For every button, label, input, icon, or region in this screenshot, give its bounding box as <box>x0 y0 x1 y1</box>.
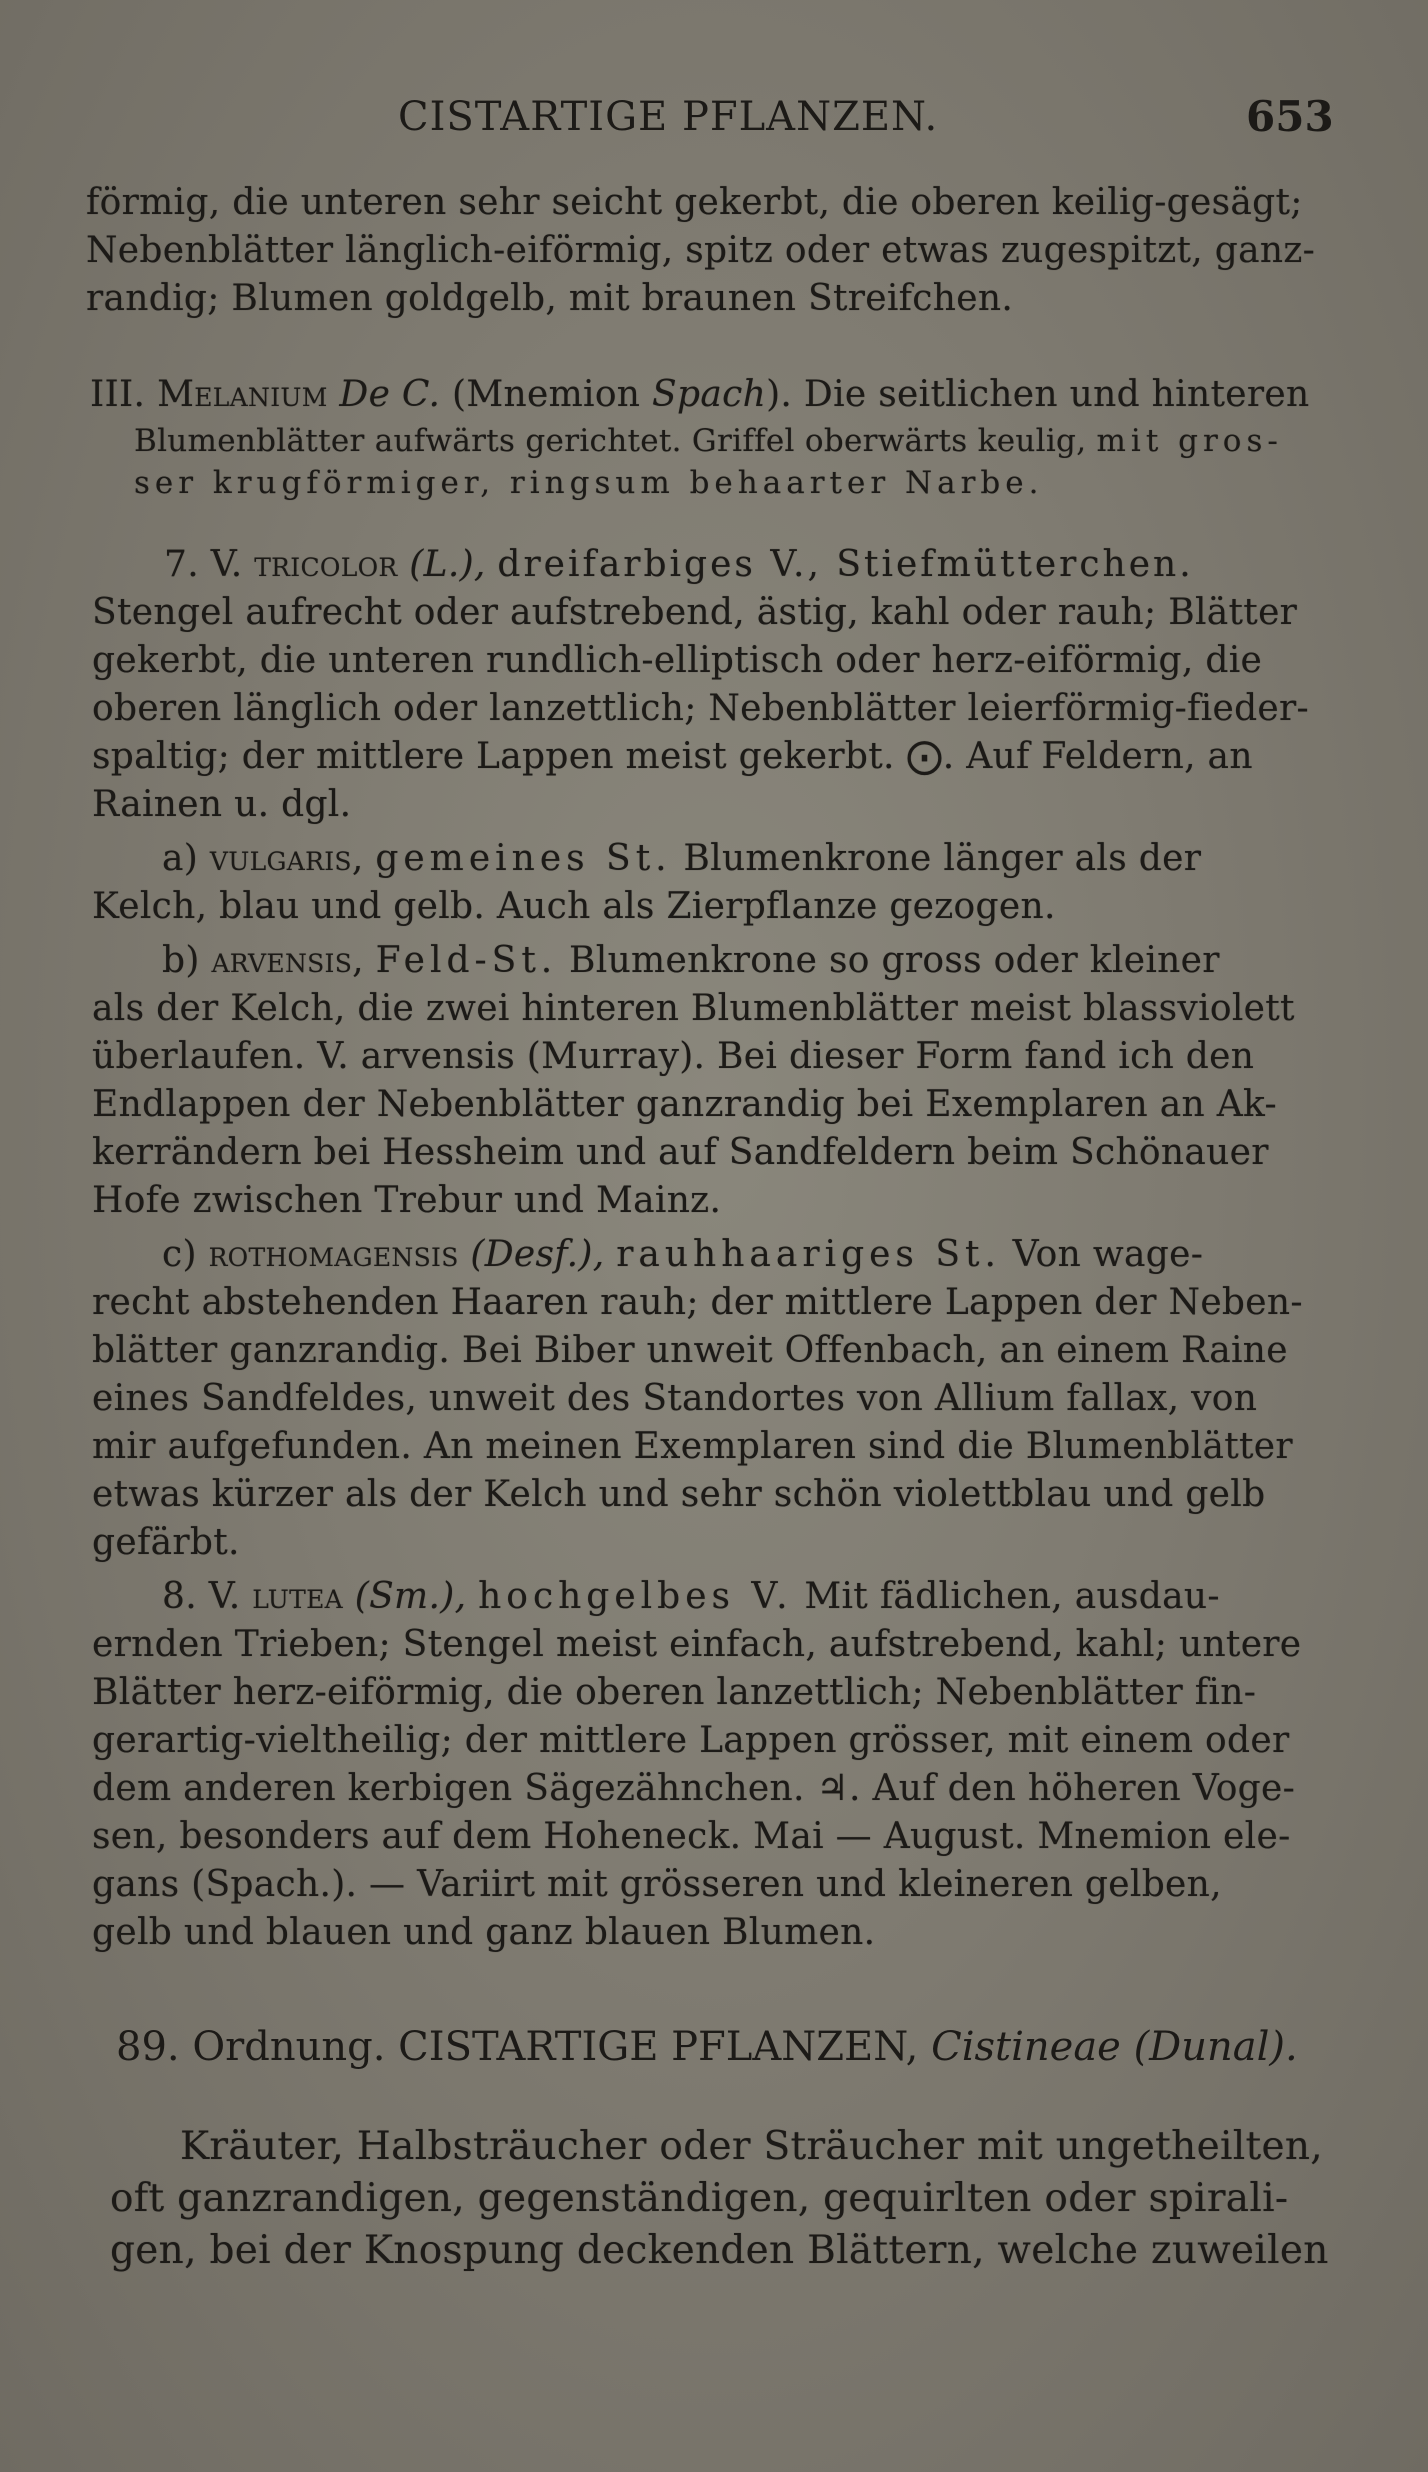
species-heading-tricolor <box>164 542 1194 588</box>
synonym-author: Spach <box>652 374 767 415</box>
section-melanium-line <box>90 372 1309 418</box>
synonym-open: (Mnemion <box>451 374 641 415</box>
text-line: gans (Spach.). — Variirt mit grösseren und kleineren gelben, <box>92 1864 1222 1905</box>
text-line: eines Sandfeldes, unweit des Standortes von Allium fallax, von <box>92 1378 1258 1419</box>
variety-description: Von wage- <box>1012 1234 1204 1275</box>
text-line: etwas kürzer als der Kelch und sehr schön violettblau und gelb <box>92 1474 1266 1515</box>
text-line: Endlappen der Nebenblätter ganzrandig bei Exemplaren an Ak- <box>92 1084 1277 1125</box>
text-line: überlaufen. V. arvensis (Murray). Bei dieser Form fand ich den <box>92 1036 1255 1077</box>
section-number: III. <box>90 374 146 415</box>
section-description: Die seitlichen und hinteren <box>803 374 1310 415</box>
species-heading-lutea <box>162 1574 1220 1620</box>
synonym-close: ). <box>766 374 793 415</box>
text-line: gefärbt. <box>92 1522 240 1563</box>
variety-name: vulgaris, <box>209 838 364 879</box>
common-name: rauhhaariges St. <box>616 1234 1001 1275</box>
text-line: Kelch, blau und gelb. Auch als Zierpflanze gezogen. <box>92 886 1056 927</box>
text-line: Nebenblätter länglich-eiförmig, spitz oder etwas zugespitzt, ganz- <box>86 230 1316 271</box>
text-line: Stengel aufrecht oder aufstrebend, ästig, kahl oder rauh; Blätter <box>92 592 1298 633</box>
species-description: Mit fädlichen, ausdau- <box>804 1576 1220 1617</box>
text-line: Rainen u. dgl. <box>92 784 352 825</box>
spaced-text-line: ser krugförmiger, ringsum behaarter Narbe. <box>134 465 1044 501</box>
text-line: oft ganzrandigen, gegenständigen, gequirlten oder spirali- <box>110 2176 1289 2221</box>
species-number: 7. V. <box>164 544 243 585</box>
species-author: (L.), <box>409 544 486 585</box>
variety-author: (Desf.), <box>470 1234 605 1275</box>
text-line: spaltig; der mittlere Lappen meist gekerbt. ⨀. Auf Feldern, an <box>92 736 1253 777</box>
text-line: randig; Blumen goldgelb, mit braunen Streifchen. <box>86 278 1014 319</box>
species-author: (Sm.), <box>354 1576 467 1617</box>
text-line: Blätter herz-eiförmig, die oberen lanzettlich; Nebenblätter fin- <box>92 1672 1257 1713</box>
text-span: Blumenblätter aufwärts gerichtet. Griffel oberwärts keulig, <box>134 423 1087 459</box>
text-line: Kräuter, Halbsträucher oder Sträucher mit ungetheilten, <box>180 2124 1323 2169</box>
species-name: lutea <box>252 1576 343 1617</box>
text-line: als der Kelch, die zwei hinteren Blumenblätter meist blassviolett <box>92 988 1295 1029</box>
running-head-title: CISTARTIGE PFLANZEN. <box>398 94 939 140</box>
order-heading <box>116 2022 1298 2072</box>
text-line: recht abstehenden Haaren rauh; der mittlere Lappen der Neben- <box>92 1282 1303 1323</box>
order-latin-name: Cistineae (Dunal). <box>931 2024 1298 2070</box>
variety-c-line <box>162 1232 1203 1278</box>
text-line: gen, bei der Knospung deckenden Blättern, welche zuweilen <box>110 2228 1329 2273</box>
order-prefix: 89. Ordnung. <box>116 2024 386 2070</box>
variety-description: Blumenkrone länger als der <box>683 838 1202 879</box>
text-line <box>134 418 1283 464</box>
variety-name: rothomagensis <box>208 1234 459 1275</box>
section-name: Melanium <box>157 374 328 415</box>
spaced-text: mit gros- <box>1096 423 1283 459</box>
variety-b-line <box>162 938 1220 984</box>
text-line: sen, besonders auf dem Hoheneck. Mai — August. Mnemion ele- <box>92 1816 1291 1857</box>
text-line: gelb und blauen und ganz blauen Blumen. <box>92 1912 876 1953</box>
variety-description: Blumenkrone so gross oder kleiner <box>569 940 1220 981</box>
order-title: CISTARTIGE PFLANZEN, <box>398 2024 919 2070</box>
variety-label: b) <box>162 940 200 981</box>
text-line: gerartig-vieltheilig; der mittlere Lappen grösser, mit einem oder <box>92 1720 1290 1761</box>
text-line: gekerbt, die unteren rundlich-elliptisch oder herz-eiförmig, die <box>92 640 1263 681</box>
text-line: blätter ganzrandig. Bei Biber unweit Offenbach, an einem Raine <box>92 1330 1288 1371</box>
species-number: 8. V. <box>162 1576 241 1617</box>
common-name: Feld-St. <box>375 940 558 981</box>
variety-name: arvensis, <box>211 940 364 981</box>
text-line: dem anderen kerbigen Sägezähnchen. ♃. Auf den höheren Voge- <box>92 1768 1296 1809</box>
page-number: 653 <box>1246 92 1334 141</box>
text-line: kerrändern bei Hessheim und auf Sandfeldern beim Schönauer <box>92 1132 1269 1173</box>
text-line: Hofe zwischen Trebur und Mainz. <box>92 1180 722 1221</box>
text-line: mir aufgefunden. An meinen Exemplaren sind die Blumenblätter <box>92 1426 1293 1467</box>
text-line: oberen länglich oder lanzettlich; Nebenblätter leierförmig-fieder- <box>92 688 1310 729</box>
variety-label: c) <box>162 1234 197 1275</box>
common-name: gemeines St. <box>375 838 672 879</box>
variety-label: a) <box>162 838 199 879</box>
text-line: ernden Trieben; Stengel meist einfach, aufstrebend, kahl; untere <box>92 1624 1302 1665</box>
section-author: De C. <box>339 374 441 415</box>
common-name: hochgelbes V. <box>478 1576 793 1617</box>
text-line: förmig, die unteren sehr seicht gekerbt, die oberen keilig-gesägt; <box>86 182 1303 223</box>
variety-a-line <box>162 836 1201 882</box>
species-name: tricolor <box>254 544 398 585</box>
common-name: dreifarbiges V., Stiefmütterchen. <box>497 544 1194 585</box>
